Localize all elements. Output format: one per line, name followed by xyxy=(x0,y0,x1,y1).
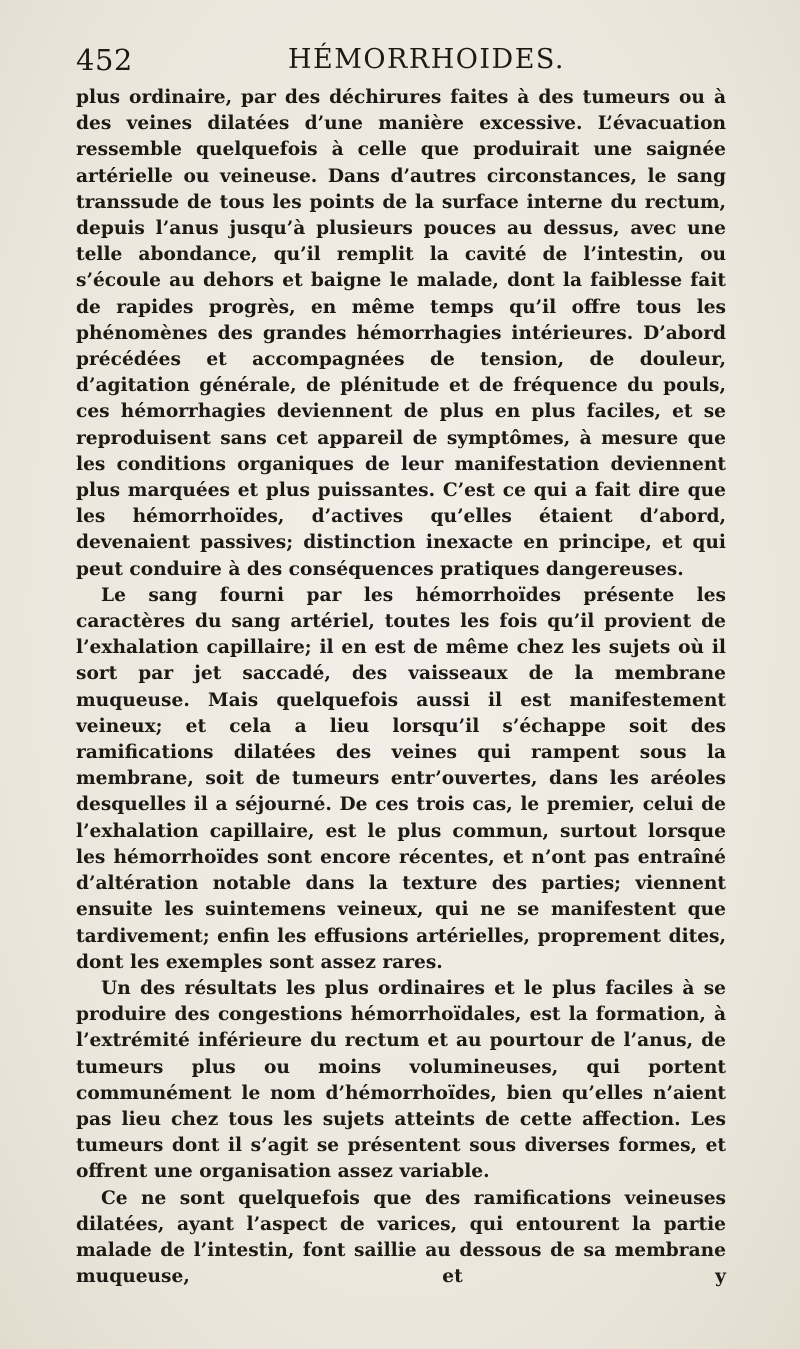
paragraph-2: Le sang fourni par les hémorrhoïdes présente les caractères du sang artériel, toutes les fois qu’il provient de l’exhalation capillaire; il en est de même chez les sujets où il sort par jet saccadé, des vaisseaux de la membrane muqueuse. Mais quelquefois aussi il est manifestement veineux; et cela a lieu lorsqu’il s’échappe soit des ramifications dilatées des veines qui rampent sous la membrane, soit de tumeurs entr’ouvertes, dans les aréoles desquelles il a séjourné. De ces trois cas, le premier, celui de l’exhalation capillaire, est le plus commun, surtout lorsque les hémorrhoïdes sont encore récentes, et n’ont pas entraîné d’altération notable dans la texture des parties; viennent ensuite les suintemens veineux, qui ne se manifestent que tardivement; enfin les effusions artérielles, proprement dites, dont les exemples sont assez rares. xyxy=(76,584,726,973)
page-number: 452 xyxy=(76,43,133,77)
running-head: HÉMORRHOIDES. xyxy=(288,44,566,75)
page-header xyxy=(76,40,736,80)
paragraph-1: plus ordinaire, par des déchirures faites à des tumeurs ou à des veines dilatées d’une manière excessive. L’évacuation ressemble quelquefois à celle que produirait une saignée artérielle ou veineuse. Dans d’autres circonstances, le sang transsude de tous les points de la surface interne du rectum, depuis l’anus jusqu’à plusieurs pouces au dessus, avec une telle abondance, qu’il remplit la cavité de l’intestin, ou s’écoule au dehors et baigne le malade, dont la faiblesse fait de rapides progrès, en même temps qu’il offre tous les phénomènes des grandes hémorrhagies intérieures. D’abord précédées et accompagnées de tension, de douleur, d’agitation générale, de plénitude et de fréquence du pouls, ces hémorrhagies deviennent de plus en plus faciles, et se reproduisent sans cet appareil de symptômes, à mesure que les conditions organiques de leur manifestation deviennent plus marquées et plus puissantes. C’est ce qui a fait dire que les hémorrhoïdes, d’actives qu’elles étaient d’abord, devenaient passives; distinction inexacte en principe, et qui peut conduire à des conséquences pratiques dangereuses. xyxy=(76,87,726,580)
body-text xyxy=(76,85,726,1290)
paragraph-3: Un des résultats les plus ordinaires et le plus faciles à se produire des congestions hémorrhoïdales, est la formation, à l’extrémité inférieure du rectum et au pourtour de l’anus, de tumeurs plus ou moins volumineuses, qui portent communément le nom d’hémorrhoïdes, bien qu’elles n’aient pas lieu chez tous les sujets atteints de cette affection. Les tumeurs dont il s’agit se présentent sous diverses formes, et offrent une organisation assez variable. xyxy=(76,977,726,1183)
paragraph-4: Ce ne sont quelquefois que des ramifications veineuses dilatées, ayant l’aspect de varices, qui entourent la partie malade de l’intestin, font saillie au dessous de sa membrane muqueuse, et y xyxy=(76,1187,726,1288)
